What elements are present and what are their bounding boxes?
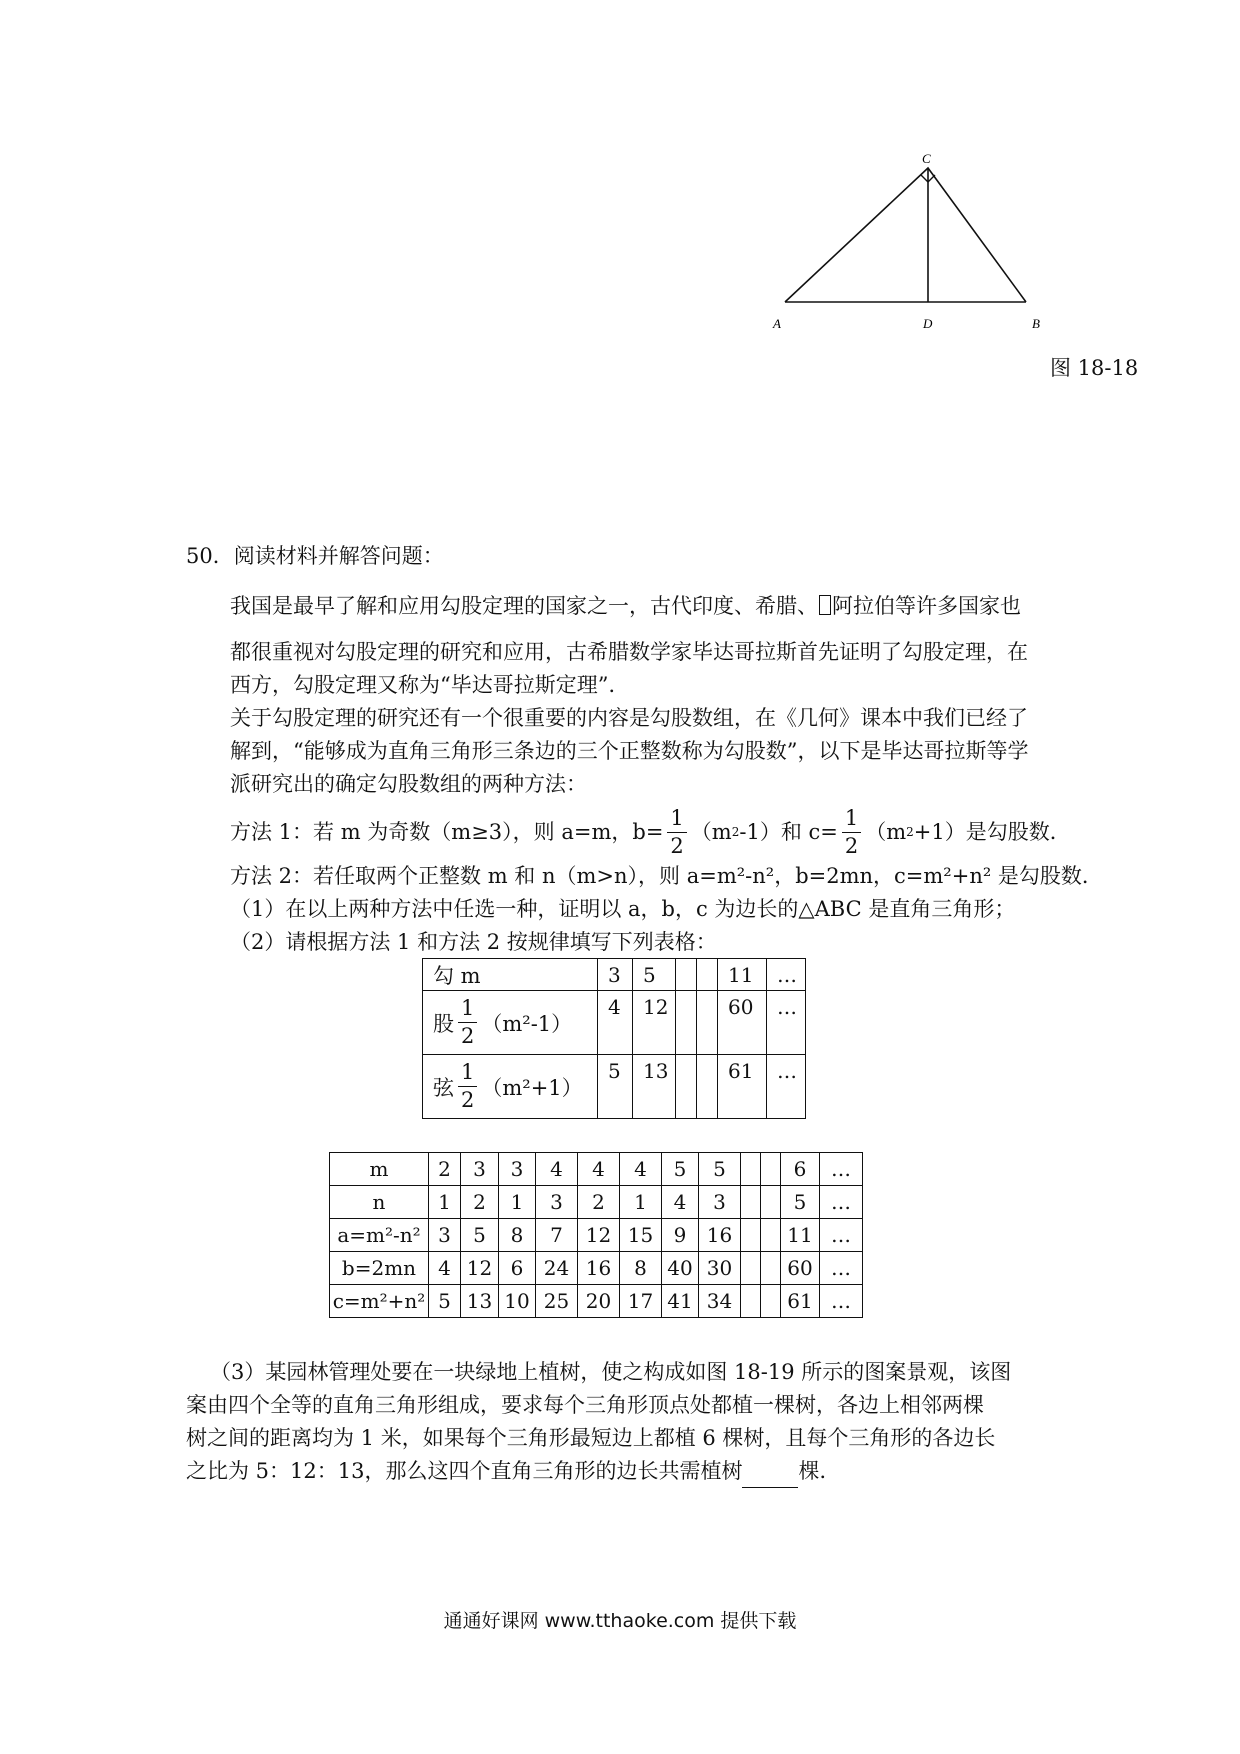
table-row bbox=[330, 1219, 863, 1252]
table-cell: 41 bbox=[662, 1285, 699, 1318]
label-a: A bbox=[773, 316, 781, 331]
table-cell: 1 bbox=[499, 1186, 536, 1219]
table-cell: 3 bbox=[536, 1186, 578, 1219]
table-cell: … bbox=[820, 1153, 863, 1186]
table-cell: 61 bbox=[718, 1055, 767, 1119]
table-cell: 13 bbox=[633, 1055, 676, 1119]
triangle-figure bbox=[770, 150, 1040, 350]
table-cell bbox=[761, 1252, 781, 1285]
table-cell: 3 bbox=[461, 1153, 499, 1186]
table-row bbox=[330, 1252, 863, 1285]
table-cell: … bbox=[820, 1285, 863, 1318]
table-cell: 3 bbox=[499, 1153, 536, 1186]
row-label: c=m²+n² bbox=[330, 1285, 429, 1318]
table-cell: 1 bbox=[429, 1186, 461, 1219]
table-cell bbox=[741, 1153, 761, 1186]
answer-blank bbox=[742, 1469, 798, 1488]
table-row bbox=[423, 1055, 806, 1119]
table-cell: 2 bbox=[578, 1186, 620, 1219]
question-3-line-3: 树之间的距离均为 1 米，如果每个三角形最短边上都植 6 棵树，且每个三角形的各边长 bbox=[186, 1426, 996, 1450]
table-cell: 5 bbox=[461, 1219, 499, 1252]
table-cell: 3 bbox=[429, 1219, 461, 1252]
table-cell: … bbox=[767, 1055, 806, 1119]
table-cell: 5 bbox=[781, 1186, 820, 1219]
table-cell: 61 bbox=[781, 1285, 820, 1318]
table-cell: 5 bbox=[662, 1153, 699, 1186]
table-row bbox=[330, 1285, 863, 1318]
table-cell: 60 bbox=[781, 1252, 820, 1285]
table-cell: 25 bbox=[536, 1285, 578, 1318]
row-label: a=m²-n² bbox=[330, 1219, 429, 1252]
method-2: 方法 2：若任取两个正整数 m 和 n（m>n），则 a=m²-n²，b=2mn，c=m²+n² 是勾股数． bbox=[230, 864, 1103, 888]
table-cell: … bbox=[820, 1186, 863, 1219]
question-3-line-1: （3）某园林管理处要在一块绿地上植树，使之构成如图 18-19 所示的图案景观，该图 bbox=[210, 1360, 1012, 1384]
table-cell bbox=[697, 1055, 718, 1119]
fraction-half: $\frac{1}{2}$ bbox=[667, 808, 686, 857]
table-cell: 4 bbox=[536, 1153, 578, 1186]
table-cell bbox=[741, 1252, 761, 1285]
row-label: b=2mn bbox=[330, 1252, 429, 1285]
intro-line-2: 都很重视对勾股定理的研究和应用，古希腊数学家毕达哥拉斯首先证明了勾股定理，在 bbox=[230, 640, 1028, 664]
table-cell: 12 bbox=[578, 1219, 620, 1252]
table-cell: … bbox=[820, 1252, 863, 1285]
problem-title: 50．阅读材料并解答问题： bbox=[186, 544, 444, 568]
table-cell: 13 bbox=[461, 1285, 499, 1318]
table-cell bbox=[676, 959, 697, 991]
intro-line-1: 我国是最早了解和应用勾股定理的国家之一，古代印度、希腊、 阿拉伯等许多国家也 bbox=[230, 594, 1021, 618]
table-cell: 4 bbox=[620, 1153, 662, 1186]
table-cell: 8 bbox=[620, 1252, 662, 1285]
table-cell: 2 bbox=[429, 1153, 461, 1186]
table-row bbox=[423, 991, 806, 1055]
table-cell: 34 bbox=[699, 1285, 741, 1318]
table-cell: 3 bbox=[699, 1186, 741, 1219]
question-3-line-2: 案由四个全等的直角三角形组成，要求每个三角形顶点处都植一棵树，各边上相邻两棵 bbox=[186, 1393, 984, 1417]
table-cell: 5 bbox=[429, 1285, 461, 1318]
table-cell bbox=[741, 1219, 761, 1252]
question-2: （2）请根据方法 1 和方法 2 按规律填写下列表格： bbox=[230, 930, 717, 954]
table-cell: 12 bbox=[633, 991, 676, 1055]
intro-line-5: 解到，“能够成为直角三角形三条边的三个正整数称为勾股数”，以下是毕达哥拉斯等学 bbox=[230, 739, 1029, 763]
row-label: m bbox=[330, 1153, 429, 1186]
label-c: C bbox=[922, 151, 931, 166]
label-b: B bbox=[1032, 316, 1040, 331]
table-cell: 11 bbox=[781, 1219, 820, 1252]
table-cell bbox=[697, 991, 718, 1055]
table-cell: 6 bbox=[499, 1252, 536, 1285]
method2-table bbox=[329, 1152, 863, 1318]
table-cell bbox=[761, 1153, 781, 1186]
row-label: n bbox=[330, 1186, 429, 1219]
table-cell: 15 bbox=[620, 1219, 662, 1252]
table-cell: 12 bbox=[461, 1252, 499, 1285]
footer: 通通好课网 www.tthaoke.com 提供下载 bbox=[443, 1610, 797, 1632]
table-cell: 60 bbox=[718, 991, 767, 1055]
intro-line-6: 派研究出的确定勾股数组的两种方法： bbox=[230, 772, 587, 796]
method1-table bbox=[422, 958, 806, 1119]
table-cell bbox=[761, 1285, 781, 1318]
table-cell: 3 bbox=[598, 959, 633, 991]
table-cell: 4 bbox=[662, 1186, 699, 1219]
question-1: （1）在以上两种方法中任选一种，证明以 a，b，c 为边长的△ABC 是直角三角形； bbox=[230, 897, 1016, 921]
table-cell: 10 bbox=[499, 1285, 536, 1318]
row-label: 勾 m bbox=[423, 959, 598, 991]
table-row bbox=[423, 959, 806, 991]
table-cell bbox=[676, 991, 697, 1055]
table-cell: 5 bbox=[633, 959, 676, 991]
question-3-line-4: 之比为 5：12：13，那么这四个直角三角形的边长共需植树 棵． bbox=[186, 1455, 840, 1488]
row-label: 弦 $\frac{1}{2}$ （m²+1） bbox=[423, 1055, 598, 1119]
figure-caption: 图 18-18 bbox=[1050, 356, 1139, 380]
table-cell: 30 bbox=[699, 1252, 741, 1285]
table-cell: 7 bbox=[536, 1219, 578, 1252]
table-cell: 16 bbox=[578, 1252, 620, 1285]
fraction-half: $\frac{1}{2}$ bbox=[842, 808, 861, 857]
table-cell: 4 bbox=[429, 1252, 461, 1285]
table-cell bbox=[741, 1186, 761, 1219]
table-cell: 17 bbox=[620, 1285, 662, 1318]
table-cell: 20 bbox=[578, 1285, 620, 1318]
table-cell: 1 bbox=[620, 1186, 662, 1219]
table-cell: 4 bbox=[578, 1153, 620, 1186]
table-cell bbox=[761, 1219, 781, 1252]
table-cell: 4 bbox=[598, 991, 633, 1055]
table-cell: 6 bbox=[781, 1153, 820, 1186]
table-cell: 40 bbox=[662, 1252, 699, 1285]
intro-line-3: 西方，勾股定理又称为“毕达哥拉斯定理”． bbox=[230, 673, 630, 697]
table-cell: 8 bbox=[499, 1219, 536, 1252]
table-cell: … bbox=[767, 991, 806, 1055]
table-row bbox=[330, 1153, 863, 1186]
table-cell: 24 bbox=[536, 1252, 578, 1285]
intro-line-4: 关于勾股定理的研究还有一个很重要的内容是勾股数组，在《几何》课本中我们已经了 bbox=[230, 706, 1028, 730]
table-row bbox=[330, 1186, 863, 1219]
table-cell: 9 bbox=[662, 1219, 699, 1252]
label-d: D bbox=[923, 316, 933, 331]
table-cell bbox=[676, 1055, 697, 1119]
table-cell: … bbox=[820, 1219, 863, 1252]
table-cell bbox=[697, 959, 718, 991]
table-cell: … bbox=[767, 959, 806, 991]
row-label: 股 $\frac{1}{2}$ （m²-1） bbox=[423, 991, 598, 1055]
table-cell: 5 bbox=[699, 1153, 741, 1186]
table-cell: 5 bbox=[598, 1055, 633, 1119]
table-cell: 11 bbox=[718, 959, 767, 991]
table-cell: 2 bbox=[461, 1186, 499, 1219]
table-cell bbox=[741, 1285, 761, 1318]
method-1: 方法 1：若 m 为奇数（m≥3），则 a=m，b= $\frac{1}{2}$ （m 2 -1）和 c= $\frac{1}{2}$ （m 2 +1）是勾股数． bbox=[230, 805, 1071, 858]
table-cell bbox=[761, 1186, 781, 1219]
table-cell: 16 bbox=[699, 1219, 741, 1252]
